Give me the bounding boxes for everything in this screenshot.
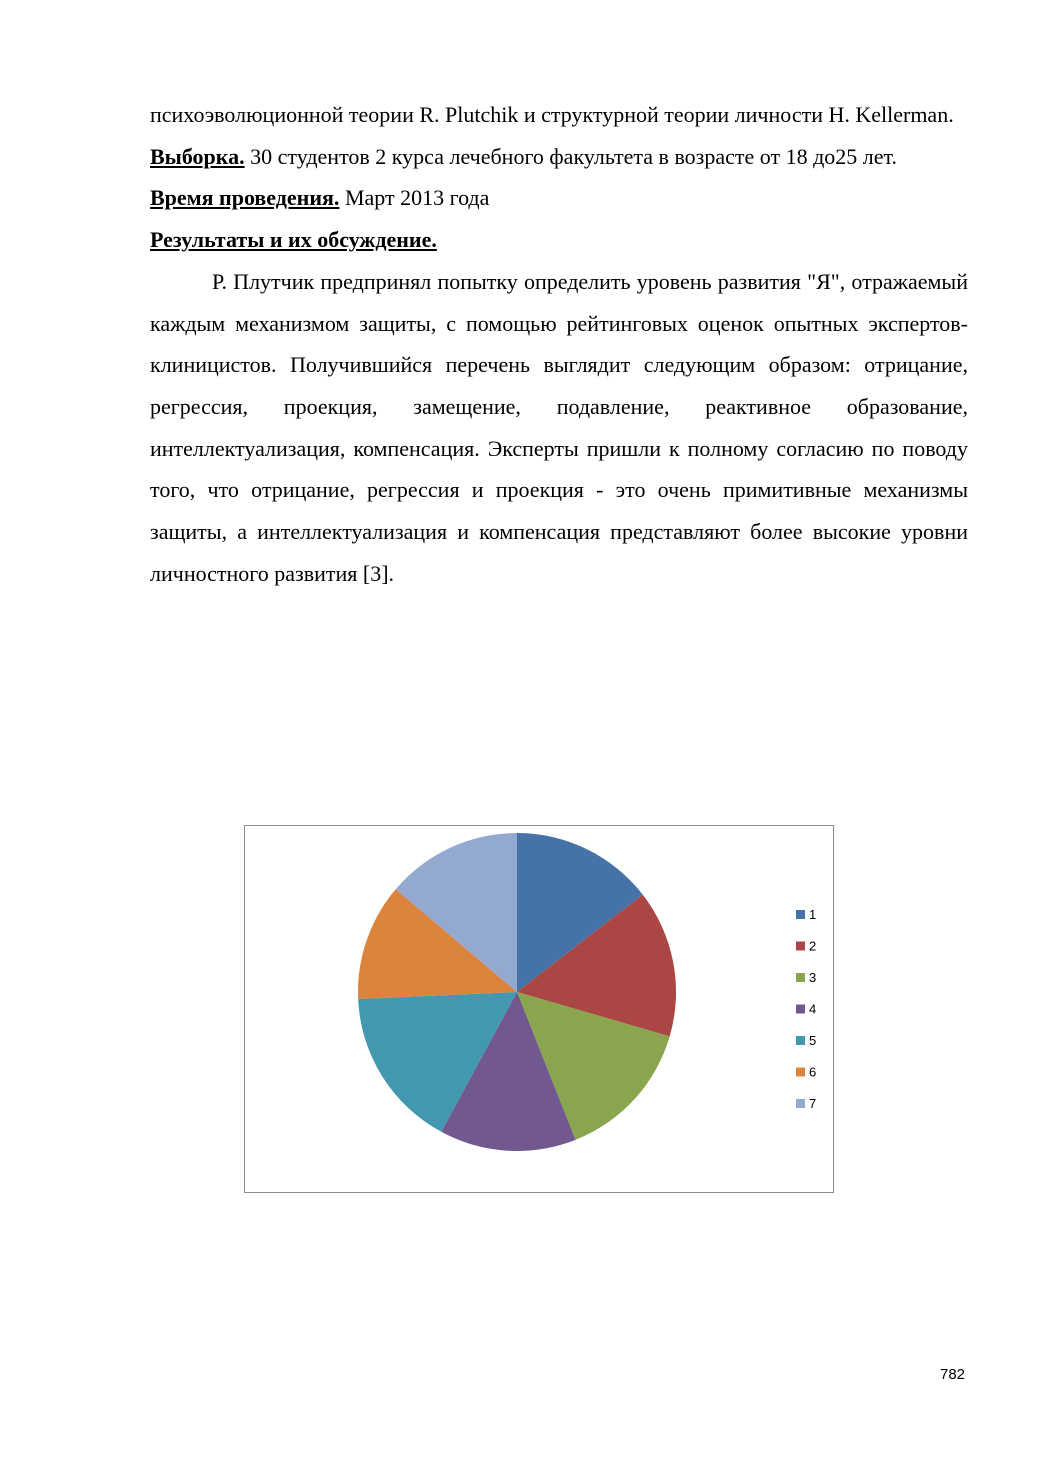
legend-swatch-1 bbox=[796, 910, 805, 919]
chart-legend bbox=[796, 907, 816, 1111]
pie-slices bbox=[358, 833, 676, 1151]
legend-label-5: 5 bbox=[809, 1033, 817, 1048]
legend-swatch-4 bbox=[796, 1005, 805, 1014]
pie-chart-frame bbox=[244, 825, 834, 1193]
results-heading: Результаты и их обсуждение. bbox=[150, 227, 437, 253]
results-paragraph: Р. Плутчик предпринял попытку определить уровень развития "Я", отражаемый каждым механизмом защиты, с помощью рейтинговых оценок опытных экспертов-клиницистов. Получившийся перечень выглядит следующим образом: отрицание, регрессия, проекция, замещение, подавление, реактивное образование, интеллектуализация, компенсация. Эксперты пришли к полному согласию по поводу того, что отрицание, регрессия и проекция - это очень примитивные механизмы защиты, а интеллектуализация и компенсация представляют более высокие уровни личностного развития [3]. bbox=[150, 268, 968, 586]
legend-swatch-5 bbox=[796, 1036, 805, 1045]
legend-label-6: 6 bbox=[809, 1064, 817, 1080]
page-number: 782 bbox=[940, 1366, 966, 1383]
legend-label-1: 1 bbox=[809, 907, 817, 922]
legend-swatch-3 bbox=[796, 973, 805, 982]
sample-heading: Выборка. bbox=[150, 143, 245, 169]
legend-label-2: 2 bbox=[809, 938, 817, 954]
legend-swatch-2 bbox=[796, 942, 805, 951]
time-heading: Время проведения. bbox=[150, 185, 340, 211]
results-heading-paragraph bbox=[150, 219, 968, 261]
document-body bbox=[150, 94, 968, 594]
time-paragraph bbox=[150, 177, 968, 219]
pie-chart bbox=[245, 826, 835, 1194]
legend-swatch-7 bbox=[796, 1099, 805, 1108]
sample-text: 30 студентов 2 курса лечебного факультета в возрасте от 18 до25 лет. bbox=[244, 143, 898, 169]
legend-label-7: 7 bbox=[809, 1096, 817, 1111]
time-text: Март 2013 года bbox=[339, 185, 490, 211]
intro-paragraph: психоэволюционной теории R. Plutchik и структурной теории личности H. Kellerman. bbox=[150, 102, 954, 127]
legend-label-4: 4 bbox=[809, 1001, 817, 1017]
legend-swatch-6 bbox=[796, 1068, 805, 1077]
legend-label-3: 3 bbox=[809, 970, 817, 985]
sample-paragraph bbox=[150, 136, 968, 178]
